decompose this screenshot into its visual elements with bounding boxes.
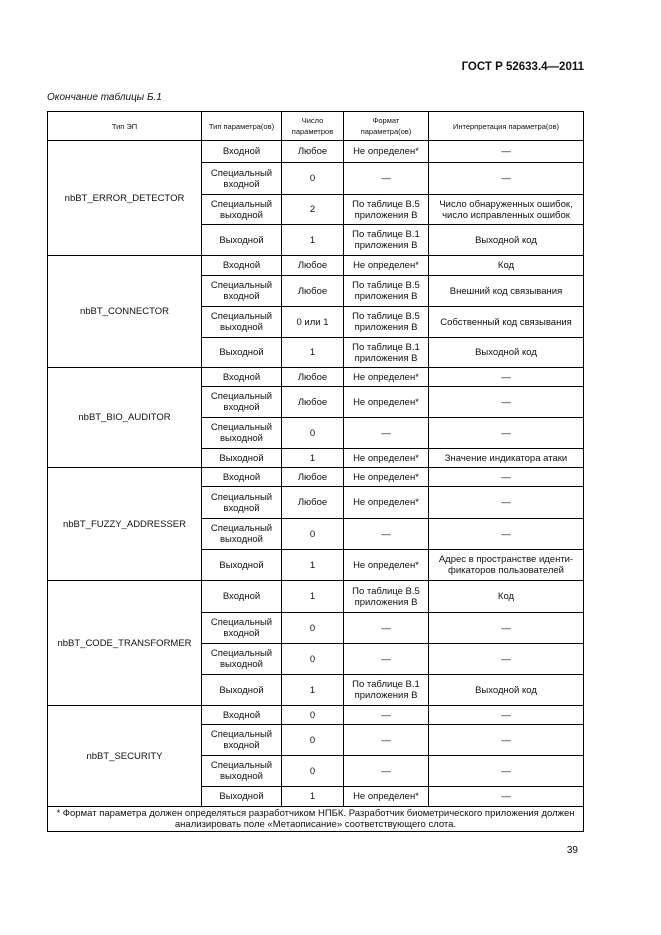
param-type-cell: Специальный выходной [202, 519, 282, 550]
param-count-cell: 0 [282, 644, 344, 675]
param-format-cell: — [344, 613, 429, 644]
param-count-cell: 1 [282, 338, 344, 368]
param-format-cell: По таблице В.1 приложения В [344, 225, 429, 256]
param-format-cell: — [344, 519, 429, 550]
param-format-cell: — [344, 706, 429, 725]
param-format-cell: — [344, 644, 429, 675]
param-count-cell: 0 [282, 519, 344, 550]
param-type-cell: Выходной [202, 787, 282, 807]
param-type-cell: Специальный входной [202, 163, 282, 195]
param-count-cell: 0 [282, 706, 344, 725]
param-type-cell: Входной [202, 581, 282, 613]
param-count-cell: 0 [282, 163, 344, 195]
param-interpretation-cell: — [429, 487, 584, 519]
param-format-cell: — [344, 725, 429, 756]
param-count-cell: Любое [282, 368, 344, 387]
param-interpretation-cell: — [429, 141, 584, 163]
param-interpretation-cell: Выходной код [429, 338, 584, 368]
param-interpretation-cell: — [429, 387, 584, 418]
param-interpretation-cell: Код [429, 256, 584, 276]
param-type-cell: Входной [202, 706, 282, 725]
param-type-cell: Специальный выходной [202, 644, 282, 675]
param-type-cell: Входной [202, 468, 282, 487]
table-row [48, 581, 584, 613]
param-format-cell: Не определен* [344, 141, 429, 163]
column-header-param-type: Тип параметра(ов) [202, 112, 282, 141]
param-format-cell: — [344, 756, 429, 787]
param-type-cell: Специальный входной [202, 387, 282, 418]
param-interpretation-cell: — [429, 163, 584, 195]
param-type-cell: Специальный выходной [202, 418, 282, 449]
param-format-cell: Не определен* [344, 550, 429, 581]
param-type-cell: Специальный входной [202, 276, 282, 307]
param-count-cell: 0 [282, 725, 344, 756]
param-count-cell: Любое [282, 387, 344, 418]
param-interpretation-cell: — [429, 756, 584, 787]
param-format-cell: Не определен* [344, 256, 429, 276]
param-interpretation-cell: — [429, 418, 584, 449]
param-interpretation-cell: — [429, 468, 584, 487]
param-interpretation-cell: — [429, 706, 584, 725]
param-type-cell: Входной [202, 141, 282, 163]
param-interpretation-cell: — [429, 519, 584, 550]
param-interpretation-cell: — [429, 787, 584, 807]
param-format-cell: По таблице В.1 приложения В [344, 675, 429, 706]
param-format-cell: По таблице В.5 приложения В [344, 581, 429, 613]
param-interpretation-cell: — [429, 368, 584, 387]
table-caption: Окончание таблицы Б.1 [47, 92, 162, 103]
param-count-cell: 1 [282, 675, 344, 706]
column-header-param-interpretation: Интерпретация параметра(ов) [429, 112, 584, 141]
table-row [48, 706, 584, 725]
param-format-cell: По таблице В.5 приложения В [344, 195, 429, 225]
param-count-cell: 0 [282, 756, 344, 787]
ep-type-name: nbBT_ERROR_DETECTOR [48, 141, 202, 256]
param-format-cell: Не определен* [344, 487, 429, 519]
param-format-cell: Не определен* [344, 449, 429, 468]
column-header-param-count: Число параметров [282, 112, 344, 141]
param-format-cell: По таблице В.5 приложения В [344, 276, 429, 307]
table-header-row [48, 112, 584, 141]
param-type-cell: Входной [202, 256, 282, 276]
column-header-ep-type: Тип ЭП [48, 112, 202, 141]
param-count-cell: Любое [282, 141, 344, 163]
table-row [48, 468, 584, 487]
param-count-cell: 0 [282, 418, 344, 449]
param-format-cell: По таблице В.5 приложения В [344, 307, 429, 338]
param-interpretation-cell: Код [429, 581, 584, 613]
param-type-cell: Входной [202, 368, 282, 387]
param-type-cell: Выходной [202, 338, 282, 368]
param-count-cell: 1 [282, 550, 344, 581]
param-type-cell: Специальный входной [202, 613, 282, 644]
param-format-cell: Не определен* [344, 387, 429, 418]
param-count-cell: 1 [282, 787, 344, 807]
ep-type-name: nbBT_CODE_TRANSFORMER [48, 581, 202, 706]
param-count-cell: Любое [282, 487, 344, 519]
param-count-cell: 1 [282, 225, 344, 256]
param-type-cell: Выходной [202, 550, 282, 581]
param-type-cell: Специальный выходной [202, 195, 282, 225]
param-type-cell: Выходной [202, 675, 282, 706]
param-count-cell: 1 [282, 581, 344, 613]
ep-type-name: nbBT_FUZZY_ADDRESSER [48, 468, 202, 581]
param-interpretation-cell: Внешний код связывания [429, 276, 584, 307]
parameters-table [47, 111, 584, 832]
param-format-cell: — [344, 163, 429, 195]
param-count-cell: Любое [282, 256, 344, 276]
param-interpretation-cell: Выходной код [429, 225, 584, 256]
table-row [48, 256, 584, 276]
param-type-cell: Специальный выходной [202, 756, 282, 787]
document-standard-number: ГОСТ Р 52633.4—2011 [461, 61, 584, 73]
param-type-cell: Выходной [202, 449, 282, 468]
param-format-cell: По таблице В.1 приложения В [344, 338, 429, 368]
ep-type-name: nbBT_SECURITY [48, 706, 202, 807]
param-type-cell: Специальный входной [202, 725, 282, 756]
page-number: 39 [566, 845, 578, 856]
param-interpretation-cell: — [429, 644, 584, 675]
param-format-cell: Не определен* [344, 468, 429, 487]
ep-type-name: nbBT_CONNECTOR [48, 256, 202, 368]
param-count-cell: 0 или 1 [282, 307, 344, 338]
ep-type-name: nbBT_BIO_AUDITOR [48, 368, 202, 468]
param-interpretation-cell: Адрес в пространстве иденти-фикаторов пользователей [429, 550, 584, 581]
table-row [48, 368, 584, 387]
param-count-cell: Любое [282, 468, 344, 487]
param-count-cell: 1 [282, 449, 344, 468]
param-interpretation-cell: Собственный код связывания [429, 307, 584, 338]
param-interpretation-cell: Число обнаруженных ошибок, число исправленных ошибок [429, 195, 584, 225]
footnote-row [48, 807, 584, 832]
param-type-cell: Специальный входной [202, 487, 282, 519]
param-type-cell: Выходной [202, 225, 282, 256]
column-header-param-format: Формат параметра(ов) [344, 112, 429, 141]
footnote: * Формат параметра должен определяться разработчиком НПБК. Разработчик биометрического приложения должен анализировать поле «Метаописание» соответствующего слота. [48, 807, 584, 832]
param-interpretation-cell: Выходной код [429, 675, 584, 706]
param-interpretation-cell: — [429, 613, 584, 644]
table-row [48, 141, 584, 163]
param-interpretation-cell: Значение индикатора атаки [429, 449, 584, 468]
param-count-cell: 0 [282, 613, 344, 644]
param-type-cell: Специальный выходной [202, 307, 282, 338]
param-interpretation-cell: — [429, 725, 584, 756]
param-count-cell: 2 [282, 195, 344, 225]
param-count-cell: Любое [282, 276, 344, 307]
param-format-cell: Не определен* [344, 787, 429, 807]
param-format-cell: — [344, 418, 429, 449]
param-format-cell: Не определен* [344, 368, 429, 387]
